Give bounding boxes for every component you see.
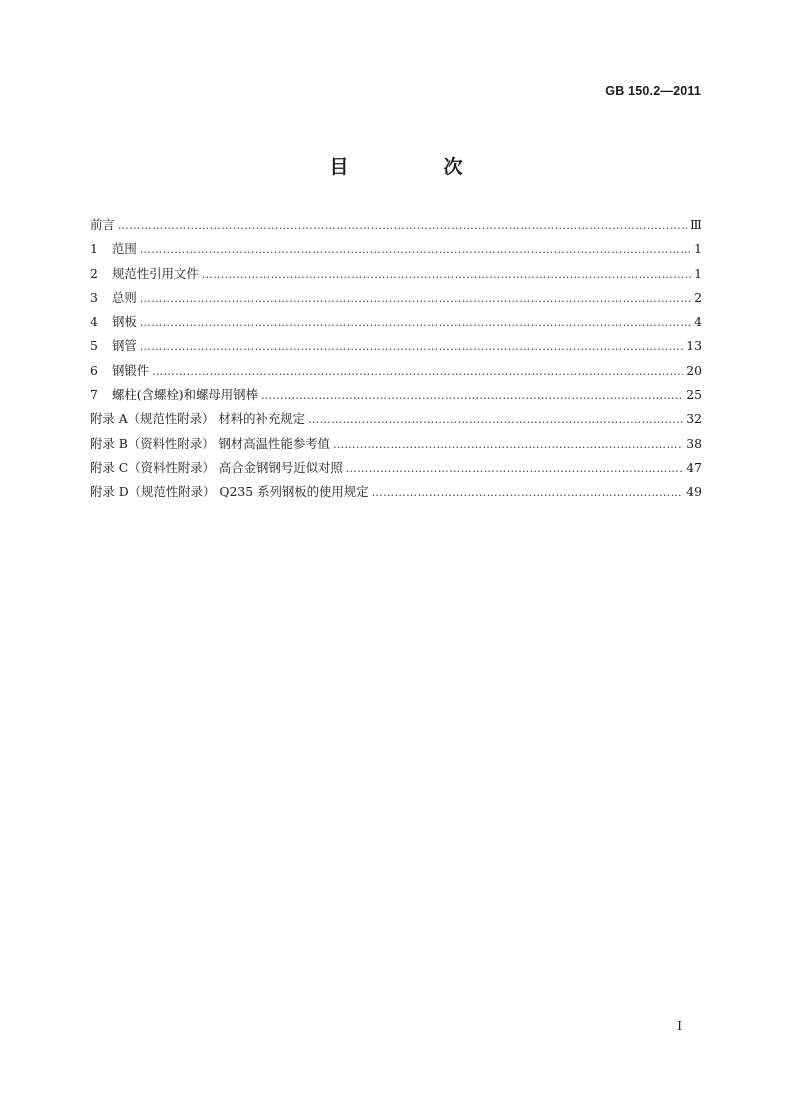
toc-entry-page: 2 xyxy=(694,289,702,305)
toc-entry-page: 1 xyxy=(694,241,702,257)
toc-entry-label: 5 钢管 xyxy=(90,338,137,354)
toc-entry-page: 38 xyxy=(686,435,702,451)
toc-leader-dots xyxy=(261,389,683,402)
toc-entry-number: 3 xyxy=(90,289,98,305)
toc-entry-page: 47 xyxy=(686,459,702,475)
table-of-contents xyxy=(90,215,702,507)
toc-entry-label: 附录 A（规范性附录） 材料的补充规定 xyxy=(90,411,306,427)
toc-entry-label: 6 钢锻件 xyxy=(90,362,150,378)
toc-entry-label: 1 范围 xyxy=(90,241,137,257)
toc-leader-dots xyxy=(308,413,683,426)
toc-leader-dots xyxy=(140,316,691,329)
toc-entry-label: 7 螺柱(含螺栓)和螺母用钢棒 xyxy=(90,387,258,403)
toc-entry-7[interactable] xyxy=(90,385,702,409)
toc-entry-3[interactable] xyxy=(90,288,702,312)
toc-entry-label: 前言 xyxy=(90,217,115,232)
page-number: Ⅰ xyxy=(677,1019,682,1033)
toc-leader-dots xyxy=(346,462,683,475)
toc-leader-dots xyxy=(202,268,691,281)
standard-code: GB 150.2—2011 xyxy=(605,84,701,98)
toc-entry-label: 2 规范性引用文件 xyxy=(90,265,199,281)
toc-entry-2[interactable] xyxy=(90,264,702,288)
toc-entry-1[interactable] xyxy=(90,239,702,263)
toc-entry-appendix-d[interactable] xyxy=(90,482,702,506)
toc-entry-page: 25 xyxy=(686,387,702,403)
toc-entry-label: 4 钢板 xyxy=(90,314,137,330)
toc-entry-label: 3 总则 xyxy=(90,289,137,305)
toc-entry-appendix-a[interactable] xyxy=(90,409,702,433)
toc-entry-number: 4 xyxy=(90,314,98,330)
toc-entry-label: 附录 D（规范性附录） Q235 系列钢板的使用规定 xyxy=(90,484,369,500)
toc-entry-appendix-c[interactable] xyxy=(90,458,702,482)
toc-leader-dots xyxy=(140,243,691,256)
toc-entry-label: 附录 C（资料性附录） 高合金钢钢号近似对照 xyxy=(90,459,343,475)
toc-entry-appendix-b[interactable] xyxy=(90,434,702,458)
toc-entry-page: 1 xyxy=(694,265,702,281)
toc-entry-page: 20 xyxy=(686,362,702,378)
toc-entry-number: 1 xyxy=(90,241,98,257)
toc-entry-6[interactable] xyxy=(90,361,702,385)
toc-leader-dots xyxy=(333,438,683,451)
toc-entry-number: 5 xyxy=(90,338,98,354)
toc-entry-page: 32 xyxy=(686,411,702,427)
toc-entry-number: 6 xyxy=(90,362,98,378)
toc-entry-label: 附录 B（资料性附录） 钢材高温性能参考值 xyxy=(90,435,331,451)
toc-entry-5[interactable] xyxy=(90,336,702,360)
toc-entry-page: 4 xyxy=(694,314,702,330)
toc-entry-page: 49 xyxy=(686,484,702,500)
toc-leader-dots xyxy=(152,365,683,378)
toc-entry-foreword[interactable] xyxy=(90,215,702,239)
toc-leader-dots xyxy=(372,486,684,499)
toc-leader-dots xyxy=(140,292,691,305)
toc-entry-number: 7 xyxy=(90,387,98,403)
page-title: 目 次 xyxy=(329,156,501,178)
toc-entry-page: 13 xyxy=(686,338,702,354)
toc-entry-4[interactable] xyxy=(90,312,702,336)
toc-entry-page: Ⅲ xyxy=(690,217,702,232)
toc-leader-dots xyxy=(118,219,687,232)
toc-entry-number: 2 xyxy=(90,265,98,281)
toc-leader-dots xyxy=(140,340,683,353)
